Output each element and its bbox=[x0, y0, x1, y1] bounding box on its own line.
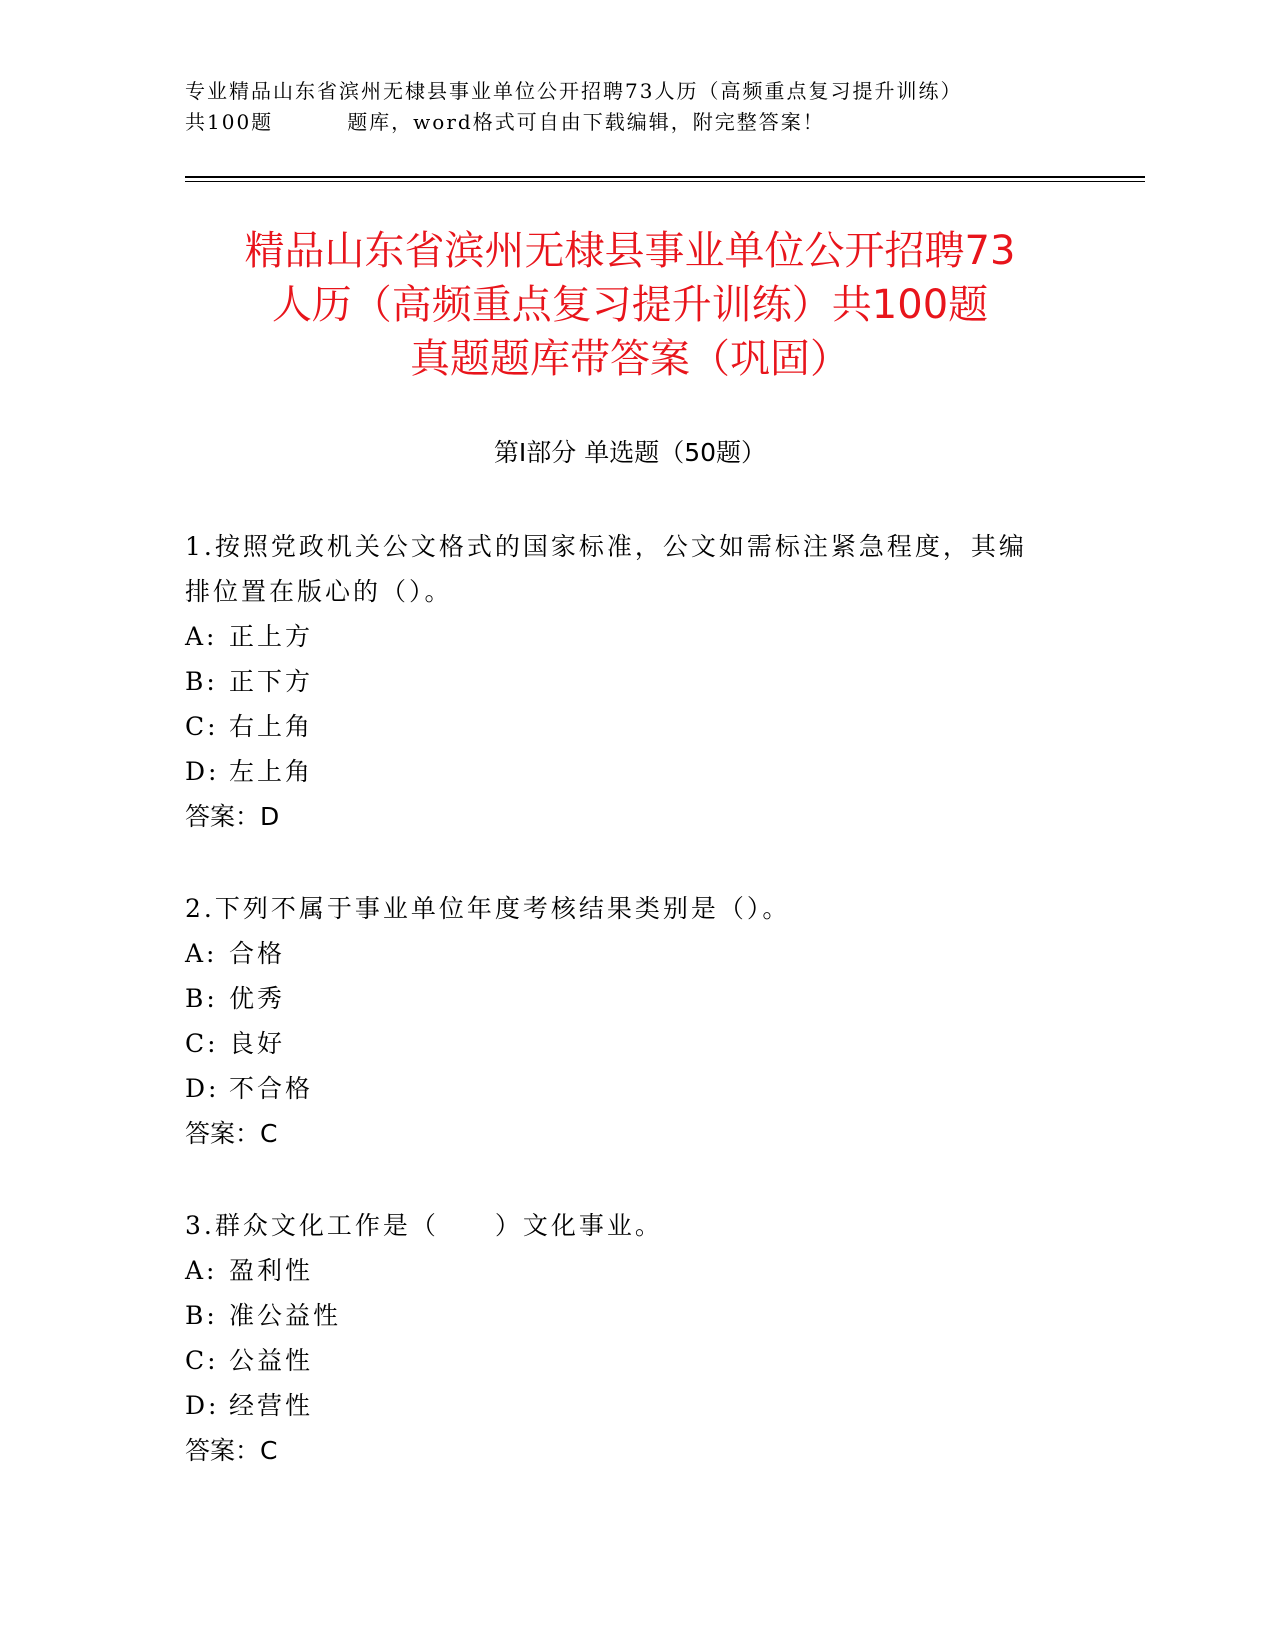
option-text: 优秀 bbox=[229, 984, 286, 1013]
option-letter: A: bbox=[185, 1256, 218, 1285]
answer-line: 答案：C bbox=[185, 1436, 278, 1465]
header-line-2 bbox=[185, 107, 1075, 138]
answer-line: 答案：C bbox=[185, 1119, 278, 1148]
question-stem bbox=[185, 1203, 1085, 1248]
question-stem bbox=[185, 886, 1085, 931]
question-stem-line: 排位置在版心的（）。 bbox=[185, 577, 453, 606]
document-title bbox=[185, 224, 1075, 386]
option-a bbox=[185, 1248, 1085, 1293]
question-stem-line: 1.按照党政机关公文格式的国家标准，公文如需标注紧急程度，其编 bbox=[185, 532, 1027, 561]
option-b bbox=[185, 976, 1085, 1021]
header-divider-thick bbox=[185, 176, 1145, 178]
question-item bbox=[185, 524, 1085, 839]
option-text: 良好 bbox=[229, 1029, 286, 1058]
option-b bbox=[185, 1293, 1085, 1338]
option-letter: D: bbox=[185, 1391, 220, 1420]
section-title: 第Ⅰ部分 单选题（50题） bbox=[493, 438, 767, 467]
header-divider-thin bbox=[185, 181, 1145, 182]
option-text: 公益性 bbox=[229, 1346, 314, 1375]
question-stem-line: 2.下列不属于事业单位年度考核结果类别是（）。 bbox=[185, 894, 791, 923]
page-header bbox=[185, 76, 1075, 138]
option-c bbox=[185, 704, 1085, 749]
option-letter: B: bbox=[185, 667, 218, 696]
option-text: 正上方 bbox=[229, 622, 314, 651]
question-list bbox=[185, 524, 1085, 1520]
option-text: 正下方 bbox=[229, 667, 314, 696]
option-text: 准公益性 bbox=[229, 1301, 342, 1330]
title-line-1: 精品山东省滨州无棣县事业单位公开招聘73 bbox=[244, 228, 1016, 274]
option-c bbox=[185, 1338, 1085, 1383]
question-stem-line: 3.群众文化工作是（ ）文化事业。 bbox=[185, 1211, 663, 1240]
option-c bbox=[185, 1021, 1085, 1066]
option-letter: A: bbox=[185, 939, 218, 968]
option-text: 不合格 bbox=[229, 1074, 314, 1103]
option-text: 经营性 bbox=[229, 1391, 314, 1420]
option-text: 左上角 bbox=[229, 757, 314, 786]
option-text: 右上角 bbox=[229, 712, 314, 741]
option-a bbox=[185, 931, 1085, 976]
header-description: 题库，word格式可自由下载编辑，附完整答案！ bbox=[347, 110, 825, 134]
header-question-count: 共100题 bbox=[185, 110, 274, 134]
option-letter: B: bbox=[185, 984, 218, 1013]
option-letter: C: bbox=[185, 1029, 219, 1058]
option-d bbox=[185, 1066, 1085, 1111]
option-d bbox=[185, 1383, 1085, 1428]
title-line-2: 人历（高频重点复习提升训练）共100题 bbox=[271, 282, 989, 328]
option-a bbox=[185, 614, 1085, 659]
title-line-3: 真题题库带答案（巩固） bbox=[410, 336, 850, 382]
option-b bbox=[185, 659, 1085, 704]
option-d bbox=[185, 749, 1085, 794]
question-item bbox=[185, 1203, 1085, 1473]
option-letter: D: bbox=[185, 1074, 220, 1103]
option-letter: B: bbox=[185, 1301, 218, 1330]
option-letter: D: bbox=[185, 757, 220, 786]
question-item bbox=[185, 886, 1085, 1156]
header-line-1: 专业精品山东省滨州无棣县事业单位公开招聘73人历（高频重点复习提升训练） bbox=[185, 79, 963, 103]
question-stem bbox=[185, 524, 1085, 614]
option-text: 盈利性 bbox=[229, 1256, 314, 1285]
option-letter: C: bbox=[185, 712, 219, 741]
answer-line: 答案：D bbox=[185, 802, 280, 831]
option-letter: C: bbox=[185, 1346, 219, 1375]
option-letter: A: bbox=[185, 622, 218, 651]
option-text: 合格 bbox=[229, 939, 286, 968]
